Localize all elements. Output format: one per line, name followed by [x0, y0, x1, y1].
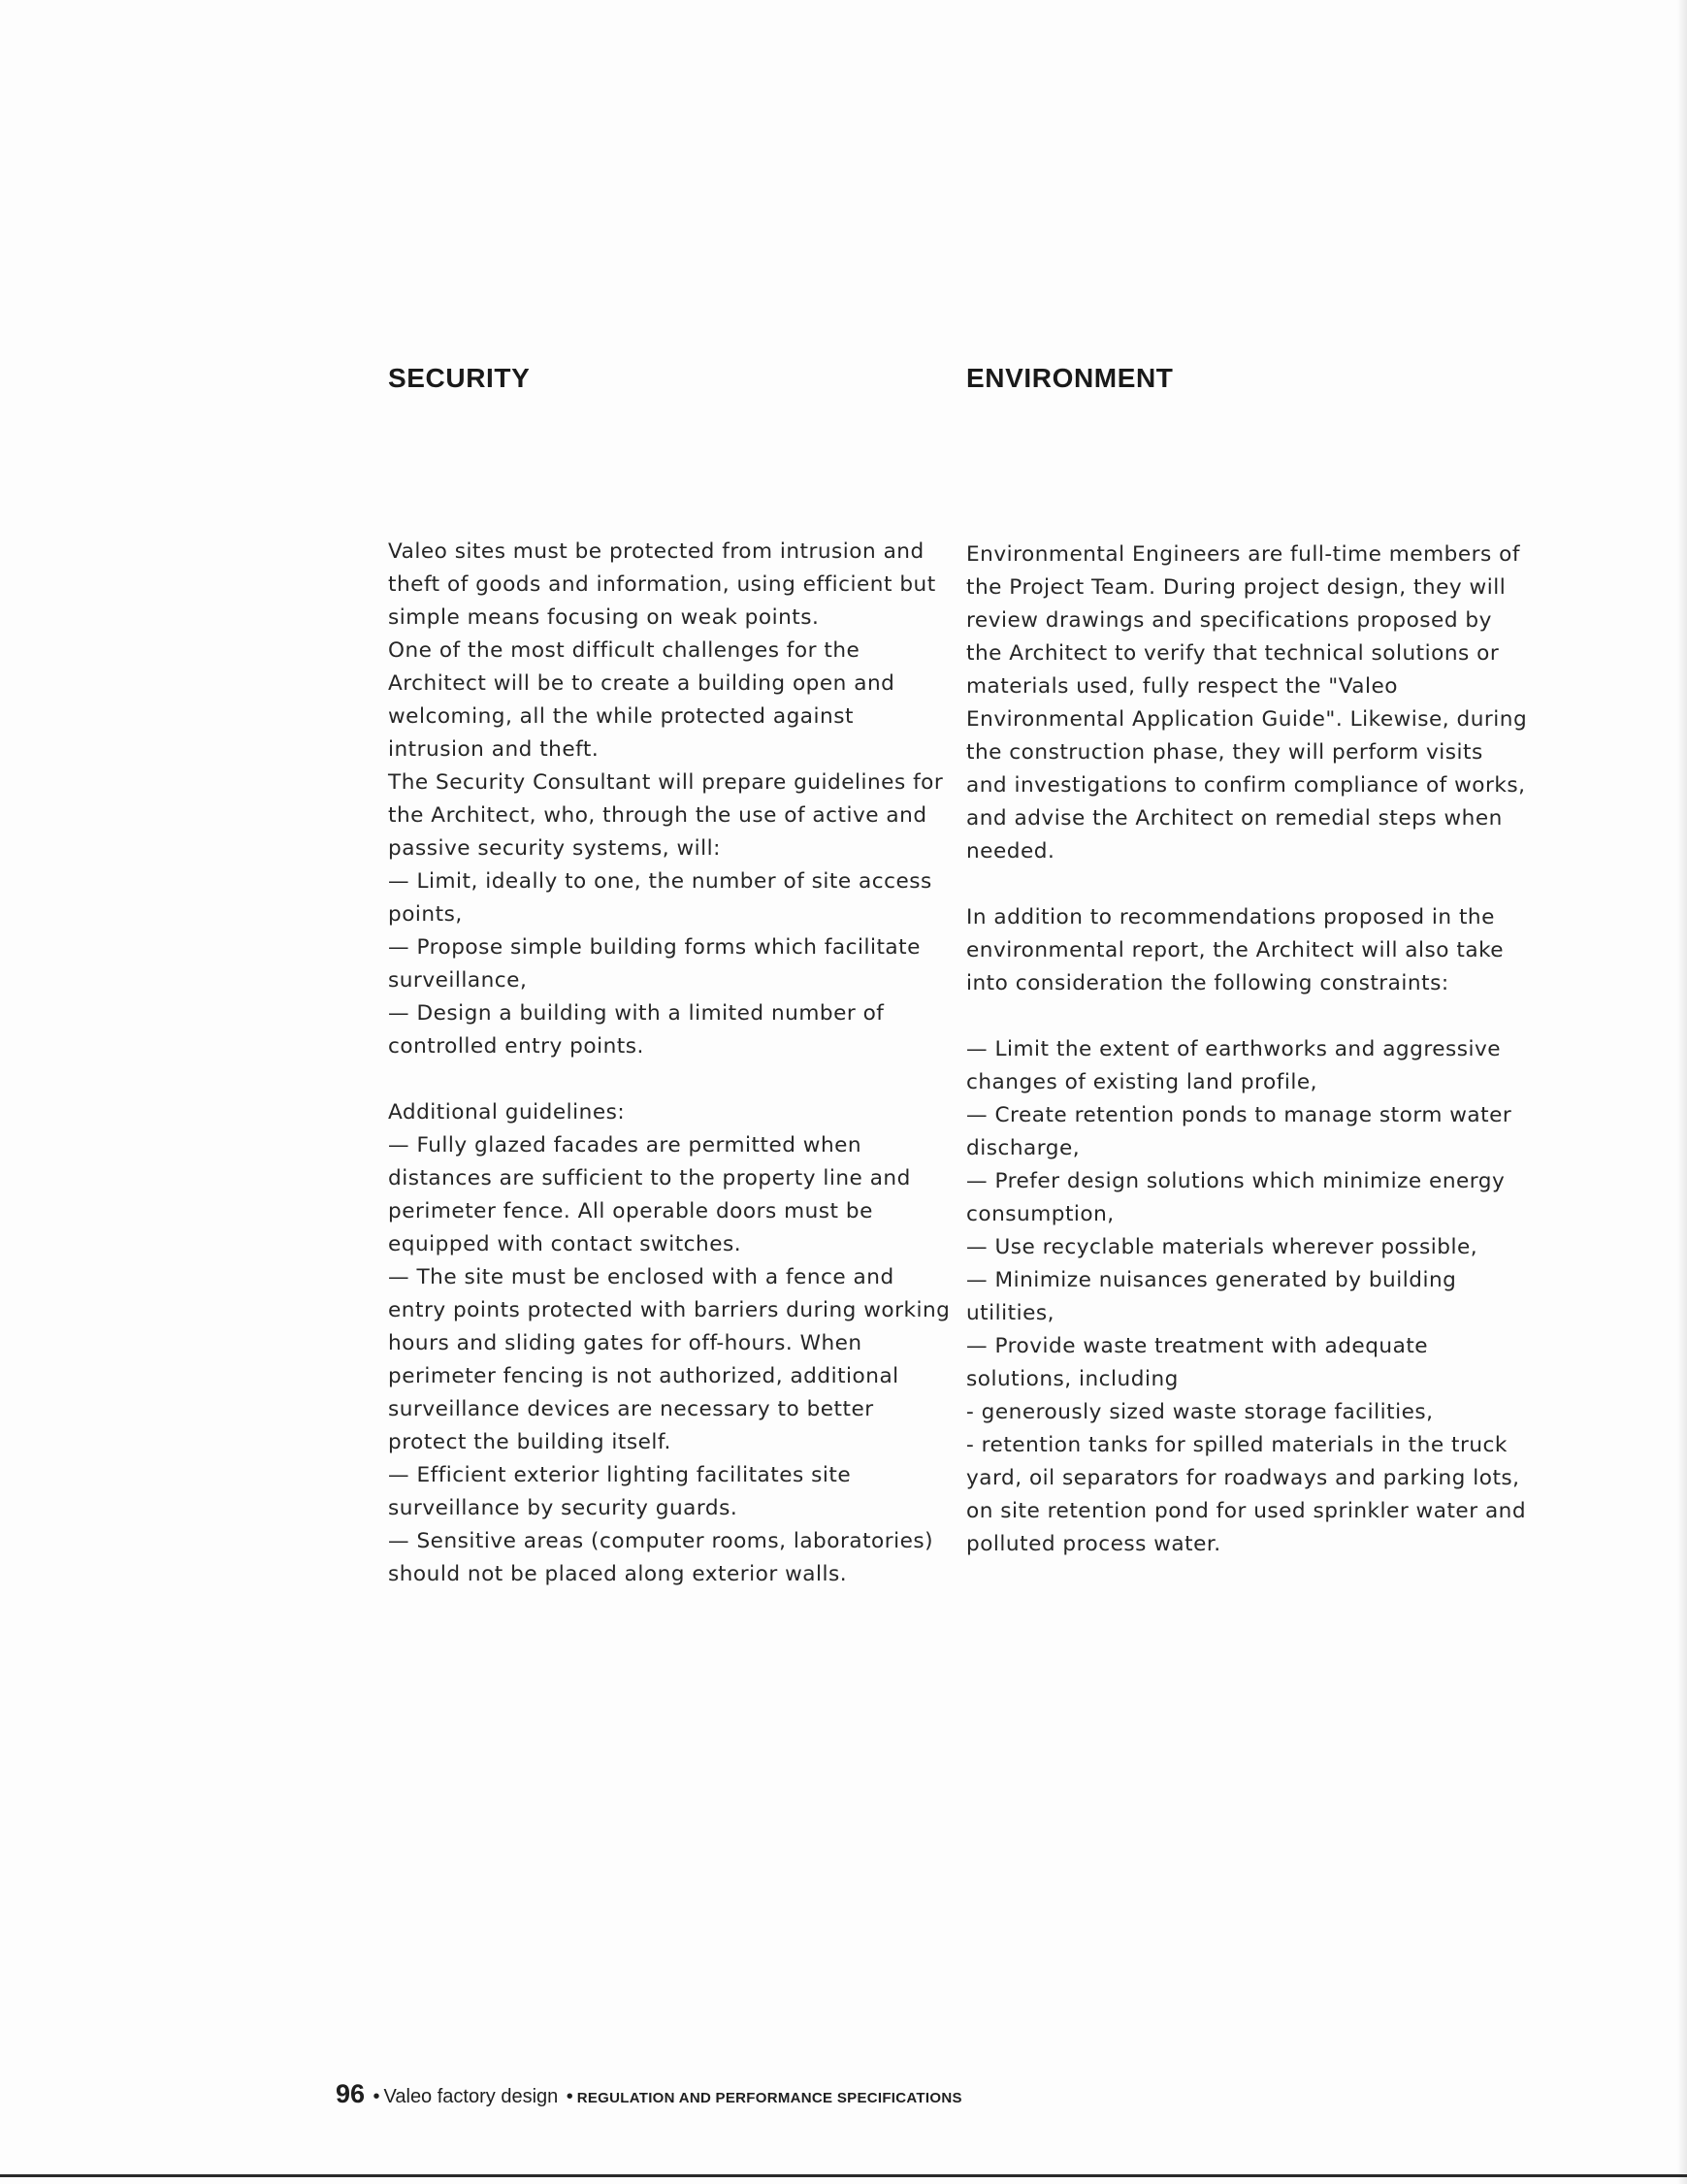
environment-body	[966, 538, 1529, 1561]
environment-constraints-intro: In addition to recommendations proposed in the environmental report, the Architect will also take into consideration the following constraints:	[966, 905, 1505, 995]
additional-guideline-item: — Fully glazed facades are permitted when distances are sufficient to the property line and perimeter fence. All operable doors must be equipped with contact switches.	[388, 1133, 911, 1256]
additional-guideline-item: — Efficient exterior lighting facilitates site surveillance by security guards.	[388, 1463, 852, 1520]
page-edge-shadow	[1677, 0, 1687, 2184]
footer-separator: •	[373, 2086, 380, 2107]
paragraph-gap	[966, 868, 1529, 901]
environment-intro-paragraph: Environmental Engineers are full-time members of the Project Team. During project design, they will review drawings and specifications proposed by the Architect to verify that technical solutions or materials used, fully respect the "Valeo Environmental Application Guide". Likewise, during the construction phase, they will perform visits and investigations to confirm compliance of works, and advise the Architect on remedial steps when needed.	[966, 542, 1528, 864]
page-number: 96	[336, 2079, 366, 2108]
paragraph-gap	[388, 1063, 951, 1096]
environment-constraint-item: — Create retention ponds to manage storm water discharge,	[966, 1103, 1512, 1160]
security-list-item: — Limit, ideally to one, the number of site access points,	[388, 869, 932, 927]
security-paragraph: The Security Consultant will prepare guidelines for the Architect, who, through the use of active and passive security systems, will:	[388, 770, 944, 861]
security-paragraph: One of the most difficult challenges for the Architect will be to create a building open and welcoming, all the while protected against intrusion and theft.	[388, 638, 895, 762]
paragraph-gap	[966, 1000, 1529, 1033]
environment-heading: ENVIRONMENT	[966, 363, 1174, 393]
security-heading: SECURITY	[388, 363, 531, 393]
environment-constraint-subitem: - retention tanks for spilled materials in the truck yard, oil separators for roadways and parking lots, on site retention pond for used sprinkler water and polluted process water.	[966, 1433, 1527, 1556]
book-title: Valeo factory design	[383, 2086, 559, 2107]
footer-separator: •	[566, 2086, 573, 2107]
security-list-item: — Propose simple building forms which facilitate surveillance,	[388, 935, 921, 993]
environment-constraint-item: — Use recyclable materials wherever possible,	[966, 1235, 1478, 1259]
security-list-item: — Design a building with a limited number of controlled entry points.	[388, 1001, 885, 1059]
additional-guideline-item: — The site must be enclosed with a fence and entry points protected with barriers during working hours and sliding gates for off-hours. When perimeter fencing is not authorized, additional surveillance devices are necessary to better protect the building itself.	[388, 1265, 951, 1454]
section-title: REGULATION AND PERFORMANCE SPECIFICATIONS	[576, 2090, 962, 2106]
security-body	[388, 536, 951, 1591]
environment-constraint-item: — Prefer design solutions which minimize energy consumption,	[966, 1169, 1506, 1226]
page-footer	[336, 2079, 962, 2109]
environment-constraint-item: — Provide waste treatment with adequate solutions, including	[966, 1334, 1429, 1391]
page-bottom-edge	[0, 2174, 1687, 2177]
security-paragraph: Valeo sites must be protected from intrusion and theft of goods and information, using efficient but simple means focusing on weak points.	[388, 539, 936, 630]
environment-constraint-item: — Limit the extent of earthworks and aggressive changes of existing land profile,	[966, 1037, 1502, 1094]
environment-constraint-item: — Minimize nuisances generated by building utilities,	[966, 1268, 1457, 1325]
environment-constraint-subitem: - generously sized waste storage facilities,	[966, 1400, 1434, 1424]
additional-guideline-item: — Sensitive areas (computer rooms, laboratories) should not be placed along exterior walls.	[388, 1529, 934, 1586]
additional-guidelines-title: Additional guidelines:	[388, 1100, 626, 1125]
